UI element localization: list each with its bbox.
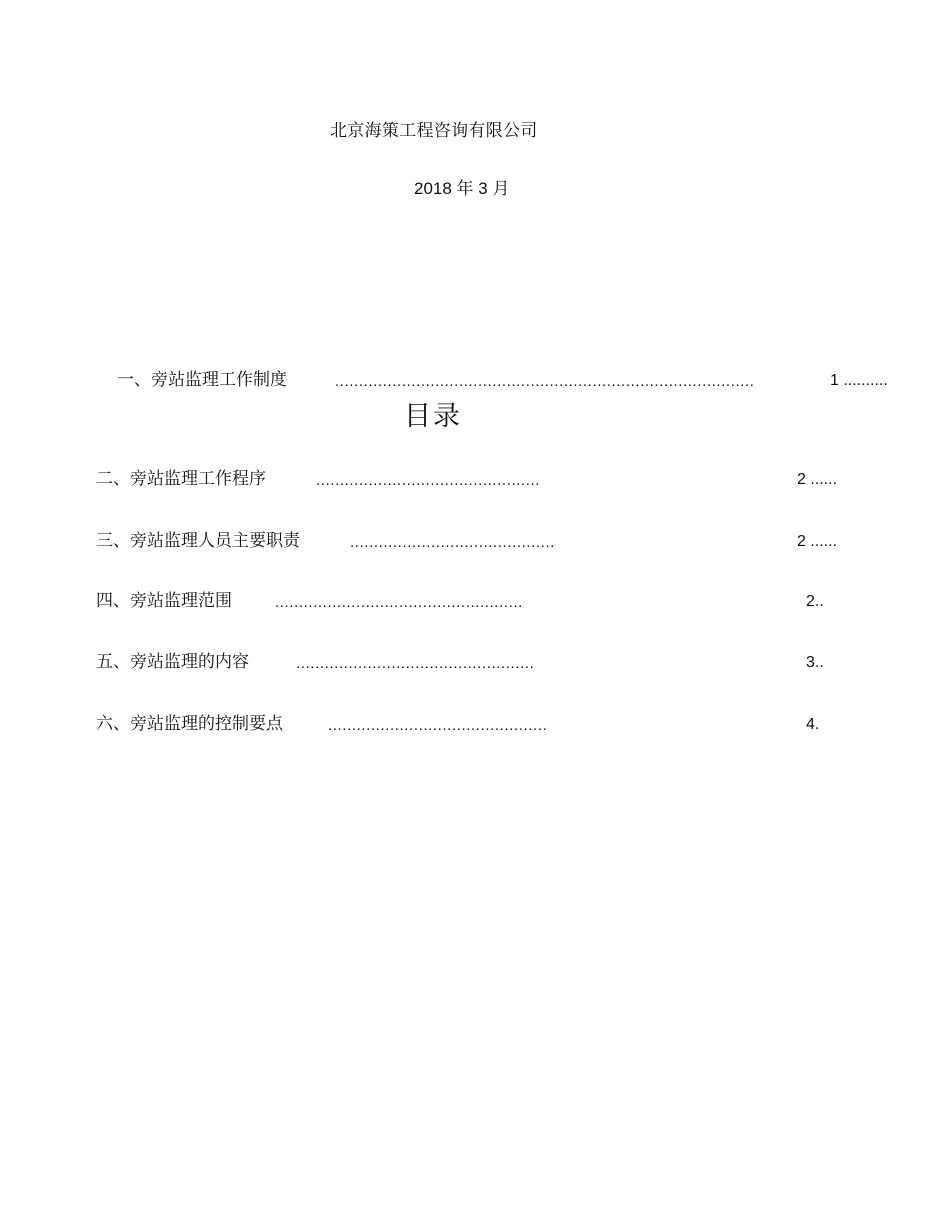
document-date: 2018 年 3 月 [414,179,510,198]
toc-entry-5-label: 五、旁站监理的内容 [96,652,249,672]
toc-entry-1-page: 1 .......... [830,372,888,389]
toc-entry-6-label: 六、旁站监理的控制要点 [96,714,283,734]
toc-entry-4-label: 四、旁站监理范围 [96,591,232,611]
toc-entry-2-page: 2 ...... [797,471,838,488]
toc-entry-3-leader: ........................................... [350,534,556,551]
toc-entry-5-leader: .................................................. [296,655,535,672]
toc-entry-2-leader: ............................................... [316,472,541,489]
company-name: 北京海策工程咨询有限公司 [330,121,538,141]
toc-entry-3-page: 2 ...... [797,533,838,550]
toc-entry-3-label: 三、旁站监理人员主要职责 [96,531,300,551]
toc-entry-5-page: 3.. [806,654,824,671]
toc-entry-6-page: 4. [806,716,820,733]
toc-entry-1-label: 一、旁站监理工作制度 [117,370,287,390]
toc-title: 目录 [404,401,462,432]
toc-entry-1-leader: ........................................................................................ [335,373,755,390]
toc-entry-6-leader: .............................................. [328,717,548,734]
toc-entry-4-page: 2.. [806,593,824,610]
toc-entry-4-leader: .................................................... [275,594,523,611]
toc-entry-2-label: 二、旁站监理工作程序 [96,469,266,489]
